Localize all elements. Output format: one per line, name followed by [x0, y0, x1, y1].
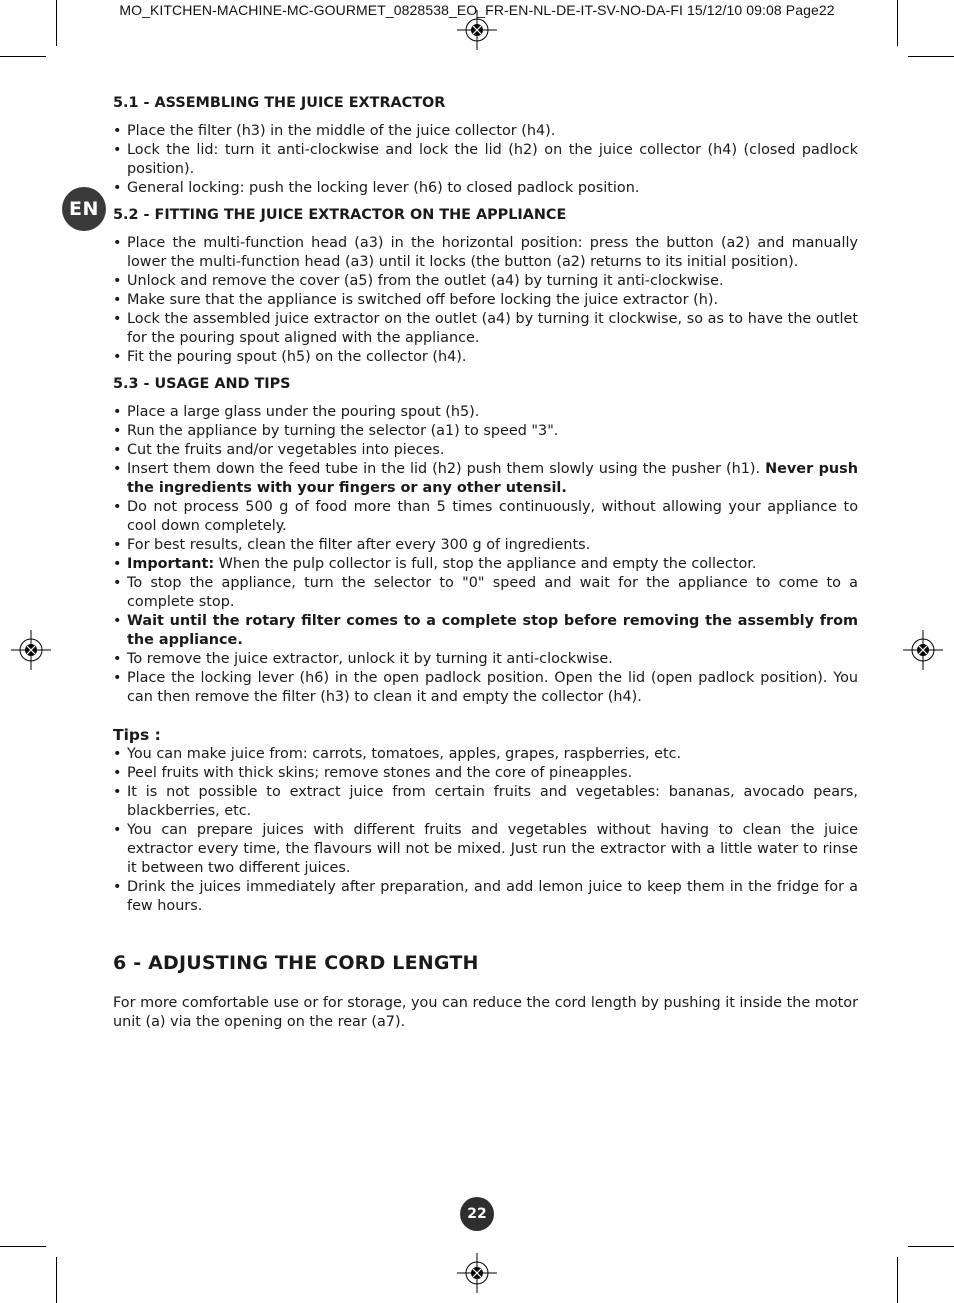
- crop-mark: [897, 1257, 898, 1303]
- list-item: • To stop the appliance, turn the selector to "0" speed and wait for the appliance to come to a complete stop.: [113, 574, 858, 612]
- section-5-1-list: [113, 122, 858, 198]
- list-item: • Lock the assembled juice extractor on the outlet (a4) by turning it clockwise, so as to have the outlet for the pouring spout aligned with the appliance.: [113, 310, 858, 348]
- crop-mark: [56, 1257, 57, 1303]
- list-item: • Do not process 500 g of food more than 5 times continuously, without allowing your appliance to cool down completely.: [113, 498, 858, 536]
- crop-mark: [908, 56, 954, 57]
- section-6-heading: 6 - ADJUSTING THE CORD LENGTH: [113, 952, 479, 974]
- list-item: • Unlock and remove the cover (a5) from the outlet (a4) by turning it anti-clockwise.: [113, 272, 858, 291]
- list-item: • You can prepare juices with different fruits and vegetables without having to clean the juice extractor every time, the flavours will not be mixed. Just run the extractor with a little water to rinse it between two different juices.: [113, 821, 858, 878]
- list-item: • Place a large glass under the pouring spout (h5).: [113, 403, 858, 422]
- warning-text: Never push the ingredients with your fingers or any other utensil.: [127, 461, 858, 496]
- crop-mark: [897, 0, 898, 46]
- registration-mark-icon: [457, 10, 497, 50]
- list-item: [113, 555, 858, 574]
- section-5-1-heading: 5.1 - ASSEMBLING THE JUICE EXTRACTOR: [113, 95, 446, 111]
- list-item: • General locking: push the locking lever (h6) to closed padlock position.: [113, 179, 858, 198]
- registration-mark-icon: [457, 1253, 497, 1293]
- list-item-text: Insert them down the feed tube in the lid (h2) push them slowly using the pusher (h1).: [127, 461, 766, 477]
- list-item: • It is not possible to extract juice from certain fruits and vegetables: bananas, avocado pears, blackberries, etc.: [113, 783, 858, 821]
- important-label: Important:: [127, 556, 215, 572]
- crop-mark: [0, 1246, 46, 1247]
- list-item: • Cut the fruits and/or vegetables into pieces.: [113, 441, 858, 460]
- list-item: • To remove the juice extractor, unlock it by turning it anti-clockwise.: [113, 650, 858, 669]
- section-6-body: For more comfortable use or for storage, you can reduce the cord length by pushing it inside the motor unit (a) via the opening on the rear (a7).: [113, 995, 858, 1030]
- list-item: [113, 460, 858, 498]
- list-item: • Lock the lid: turn it anti-clockwise and lock the lid (h2) on the juice collector (h4) (closed padlock position).: [113, 141, 858, 179]
- section-5-3-heading: 5.3 - USAGE AND TIPS: [113, 376, 291, 392]
- crop-mark: [56, 0, 57, 46]
- language-badge: EN: [62, 187, 106, 231]
- warning-text: Wait until the rotary filter comes to a complete stop before removing the assembly from the appliance.: [127, 613, 858, 648]
- section-5-3-list: [113, 403, 858, 707]
- list-item: • Place the filter (h3) in the middle of the juice collector (h4).: [113, 122, 858, 141]
- page-number: 22: [460, 1197, 494, 1231]
- section-5-2-list: [113, 234, 858, 367]
- list-item: • For best results, clean the filter after every 300 g of ingredients.: [113, 536, 858, 555]
- tips-list: [113, 745, 858, 916]
- list-item: • Place the locking lever (h6) in the open padlock position. Open the lid (open padlock position). You can then remove the filter (h3) to clean it and empty the collector (h4).: [113, 669, 858, 707]
- list-item: • Run the appliance by turning the selector (a1) to speed "3".: [113, 422, 858, 441]
- crop-mark: [0, 56, 46, 57]
- list-item: • Drink the juices immediately after preparation, and add lemon juice to keep them in the fridge for a few hours.: [113, 878, 858, 916]
- list-item: • You can make juice from: carrots, tomatoes, apples, grapes, raspberries, etc.: [113, 745, 858, 764]
- tips-heading: Tips :: [113, 726, 161, 744]
- crop-mark: [908, 1246, 954, 1247]
- page-content: [113, 94, 858, 1032]
- registration-mark-icon: [11, 630, 51, 670]
- list-item: • Peel fruits with thick skins; remove stones and the core of pineapples.: [113, 764, 858, 783]
- registration-mark-icon: [903, 630, 943, 670]
- list-item-text: When the pulp collector is full, stop the appliance and empty the collector.: [214, 556, 757, 572]
- section-5-2-heading: 5.2 - FITTING THE JUICE EXTRACTOR ON THE APPLIANCE: [113, 207, 567, 223]
- list-item: • Fit the pouring spout (h5) on the collector (h4).: [113, 348, 858, 367]
- list-item: [113, 612, 858, 650]
- list-item: • Place the multi-function head (a3) in the horizontal position: press the button (a2) and manually lower the multi-function head (a3) until it locks (the button (a2) returns to its initial position).: [113, 234, 858, 272]
- list-item: • Make sure that the appliance is switched off before locking the juice extractor (h).: [113, 291, 858, 310]
- print-slug: MO_KITCHEN-MACHINE-MC-GOURMET_0828538_EO_FR-EN-NL-DE-IT-SV-NO-DA-FI 15/12/10 09:08 Page22: [119, 2, 835, 18]
